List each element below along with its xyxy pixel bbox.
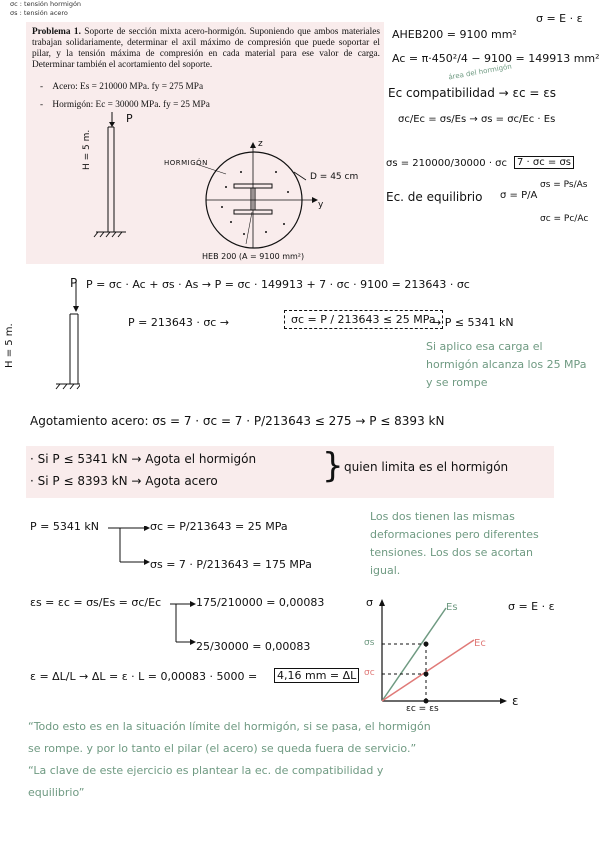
result-sigma-s: σs = 7 · P/213643 = 175 MPa <box>150 558 312 571</box>
equilibrium-branch-steel: σs = Ps/As <box>540 180 588 190</box>
graph-label-steel: Es <box>446 602 458 613</box>
problem-box <box>26 22 384 264</box>
material-label: HORMIGÓN <box>164 159 208 167</box>
step2-note: Si aplico esa carga el hormigón alcanza los 25 MPa y se rompe <box>426 340 587 389</box>
steel-area: AHEB200 = 9100 mm² <box>392 28 517 41</box>
steel-exhaustion: Agotamiento acero: σs = 7 · σc = 7 · P/213643 ≤ 275 → P ≤ 8393 kN <box>30 414 445 428</box>
graph-y-label: σ <box>366 596 373 609</box>
header-note-concrete: σc : tensión hormigón <box>10 0 82 8</box>
load-label: P <box>126 112 133 125</box>
graph-tick-concrete: σc <box>364 668 375 678</box>
equilibrium-label: Ec. de equilibrio <box>386 190 483 204</box>
step2-result: → P ≤ 5341 kN <box>432 316 514 329</box>
quote-key: “La clave de este ejercicio es plantear la ec. de compatibilidad y equilibrio” <box>28 764 384 799</box>
problem-title: Problema 1. <box>32 27 81 37</box>
cases-box <box>26 446 554 498</box>
steel-properties: - Acero: Es = 210000 MPa. fy = 275 MPa <box>40 82 204 92</box>
compatibility-equation: σc/Ec = σs/Es → σs = σc/Ec · Es <box>398 114 556 125</box>
sigma-s-boxed: 7 · σc = σs <box>514 156 574 169</box>
sigma-s-relation: σs = 210000/30000 · σc <box>386 158 508 169</box>
case-concrete: · Si P ≤ 5341 kN → Agota el hormigón <box>30 452 257 466</box>
cases-conclusion: quien limita es el hormigón <box>344 460 509 474</box>
case-steel: · Si P ≤ 8393 kN → Agota acero <box>30 474 218 488</box>
header-note-steel: σs : tensión acero <box>10 9 68 17</box>
equilibrium-branch-concrete: σc = Pc/Ac <box>540 214 589 224</box>
graph-tick-steel: σs <box>364 638 375 648</box>
strain-value-concrete: 25/30000 = 0,00083 <box>196 640 311 653</box>
diameter-label: D = 45 cm <box>310 172 359 182</box>
step2-fraction: σc = P / 213643 ≤ 25 MPa <box>284 310 443 329</box>
strain-equation: εs = εc = σs/Es = σc/Ec <box>30 596 162 609</box>
concrete-area-note: área del hormigón <box>447 62 513 82</box>
cases-brace: } <box>322 446 344 486</box>
graph-hooke: σ = E · ε <box>508 600 555 613</box>
strain-value-steel: 175/210000 = 0,00083 <box>196 596 325 609</box>
column-section-figure <box>26 112 384 264</box>
strain-arrows <box>170 600 200 648</box>
graph-x-tick: εc = εs <box>406 704 439 714</box>
column-figure-2 <box>20 280 80 390</box>
concrete-properties: - Hormigón: Ec = 30000 MPa. fy = 25 MPa <box>40 100 210 110</box>
axis-y-label: y <box>318 200 324 210</box>
profile-label: HEB 200 (A = 9100 mm²) <box>202 252 305 261</box>
height-label: H = 5 m. <box>82 129 92 170</box>
problem-text: Soporte de sección mixta acero-hormigón. Suponiendo que ambos materiales trabajan solidariamente, determinar el axil máximo de compresión que puede soportar el pilar, y la tensión máxima de compresión en cada material para ese valor de carga. Determinar también el acortamiento del soporte. <box>32 27 380 70</box>
result-arrows <box>108 526 152 566</box>
stress-strain-graph <box>362 596 512 708</box>
quote-limit: “Todo esto es en la situación límite del hormigón, si se pasa, el hormigón se rompe. y por lo tanto el pilar (el acero) se queda fuera de servicio.” <box>28 720 431 755</box>
graph-line-concrete <box>382 640 474 701</box>
result-load: P = 5341 kN <box>30 520 99 533</box>
shortening-result: 4,16 mm = ΔL <box>274 668 359 683</box>
hooke-law: σ = E · ε <box>536 12 583 25</box>
column2-load: P <box>70 276 78 290</box>
graph-line-steel <box>382 608 446 701</box>
axis-z-label: z <box>258 139 263 149</box>
shortening-equation: ε = ΔL/L → ΔL = ε · L = 0,00083 · 5000 = <box>30 670 258 683</box>
equilibrium-expansion: P = σc · Ac + σs · As → P = σc · 149913 + 7 · σc · 9100 = 213643 · σc <box>86 278 470 291</box>
graph-label-concrete: Ec <box>474 638 486 649</box>
compatibility-title: Ec compatibilidad → εc = εs <box>388 86 557 100</box>
column2-height: H = 5 m. <box>4 323 15 368</box>
result-sigma-c: σc = P/213643 = 25 MPa <box>150 520 288 533</box>
step2-left: P = 213643 · σc → <box>128 316 230 329</box>
graph-x-label: ε <box>512 694 519 708</box>
equilibrium-main: σ = P/A <box>500 190 538 201</box>
deformation-note: Los dos tienen las mismas deformaciones pero diferentes tensiones. Los dos se acortan igual. <box>370 510 539 577</box>
problem-statement <box>32 27 380 71</box>
concrete-area: Ac = π·450²/4 − 9100 = 149913 mm² <box>392 52 600 65</box>
